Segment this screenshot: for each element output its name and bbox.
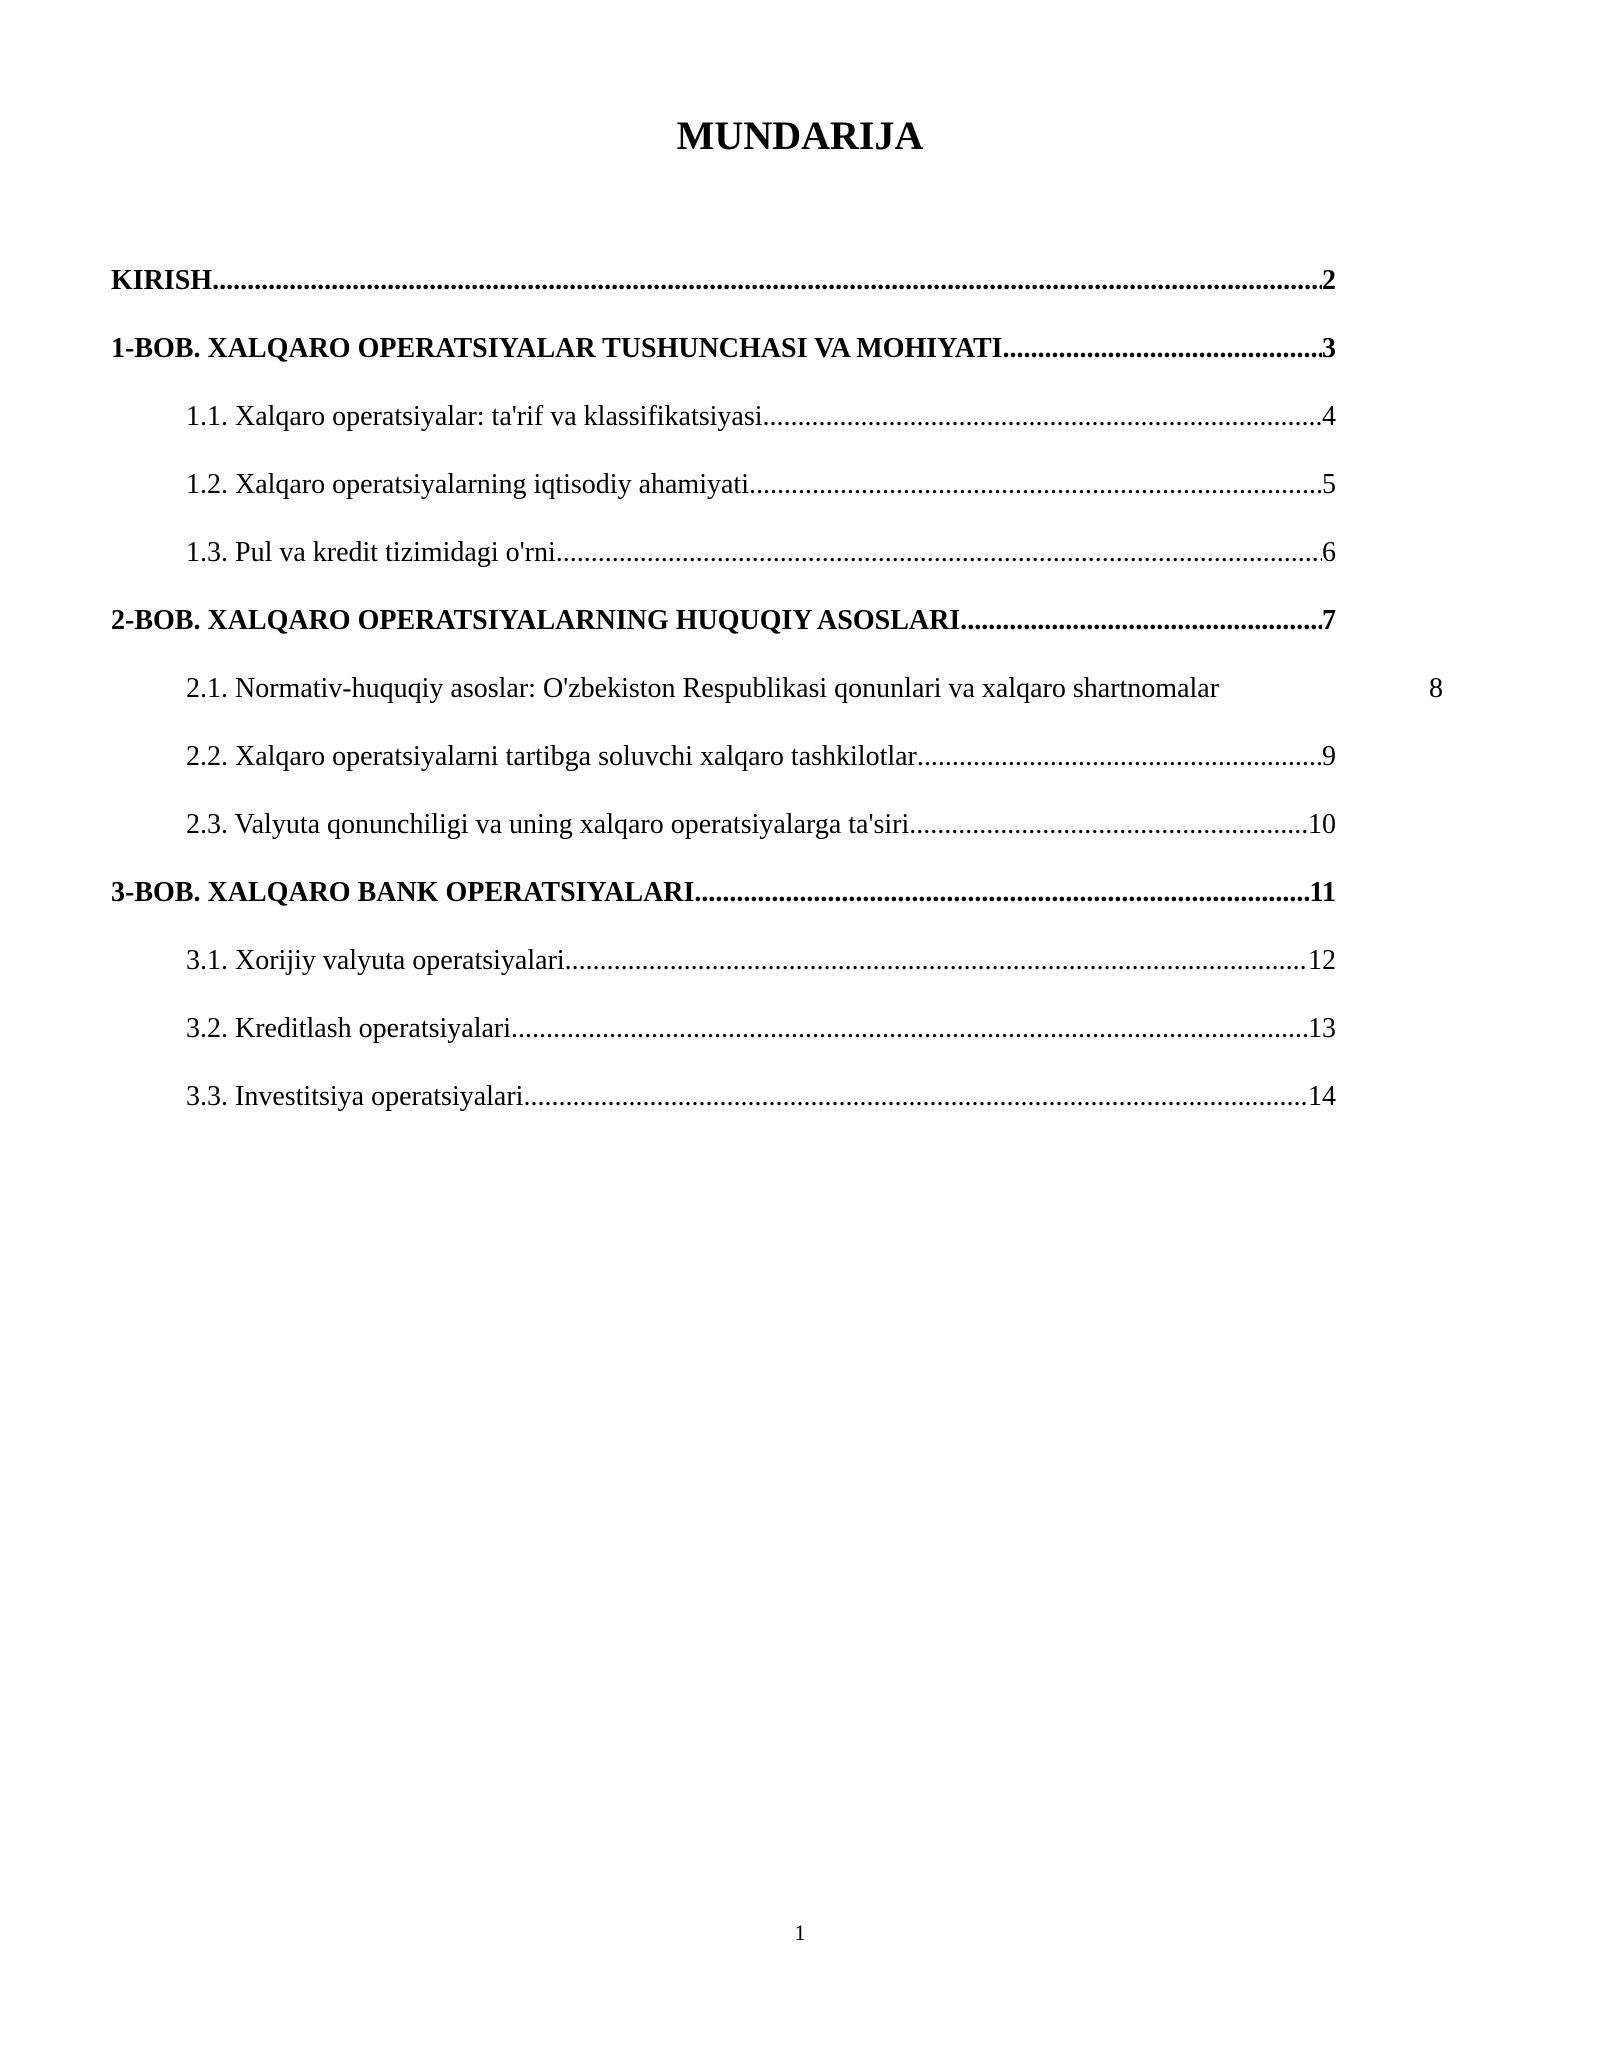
toc-entry-label: 3.3. Investitsiya operatsiyalari [186,1081,524,1112]
toc-entry-chapter-2[interactable] [111,587,1336,655]
toc-entry-page: 14 [1308,1081,1336,1112]
toc-dot-leader [909,805,1308,845]
toc-entry-label: 2-BOB. XALQARO OPERATSIYALARNING HUQUQIY ASOSLARI [111,605,961,636]
toc-entry-page: 2 [1322,265,1336,296]
toc-entry-chapter-3[interactable] [111,859,1336,927]
page-title: MUNDARIJA [676,113,924,158]
toc-dot-leader [749,465,1322,505]
toc-entry-page: 3 [1322,333,1336,364]
toc-entry-section-3-1[interactable] [111,927,1336,995]
toc-entry-section-2-3[interactable] [111,791,1336,859]
toc-entry-page: 6 [1322,537,1336,568]
toc-entry-section-1-1[interactable] [111,383,1336,451]
toc-entry-label: 1.1. Xalqaro operatsiyalar: ta'rif va klassifikatsiyasi [186,401,763,432]
toc-entry-label: 3.1. Xorijiy valyuta operatsiyalari [186,945,565,976]
toc-entry-page: 10 [1308,809,1336,840]
toc-dot-leader [565,941,1308,981]
toc-dot-leader [694,873,1309,913]
toc-entry-label: 1.3. Pul va kredit tizimidagi o'rni [186,537,556,568]
toc-entry-label: 2.1. Normativ-huquqiy asoslar: O'zbekiston Respublikasi qonunlari va xalqaro shartnomalar [186,673,1220,704]
toc-dot-leader [511,1009,1308,1049]
toc-entry-page: 11 [1309,877,1336,908]
toc-entry-page: 4 [1322,401,1336,432]
toc-dot-leader [523,1077,1308,1117]
toc-entry-section-3-3[interactable] [111,1063,1336,1131]
toc-entry-kirish[interactable] [111,247,1336,315]
toc-entry-section-2-1[interactable] [111,655,1443,723]
toc-entry-section-1-2[interactable] [111,451,1336,519]
toc-dot-leader [917,737,1322,777]
toc-entry-label: KIRISH [111,265,213,296]
toc-entry-label: 2.2. Xalqaro operatsiyalarni tartibga soluvchi xalqaro tashkilotlar [186,741,917,772]
toc-entry-label: 3.2. Kreditlash operatsiyalari [186,1013,512,1044]
toc-entry-label: 1.2. Xalqaro operatsiyalarning iqtisodiy ahamiyati [186,469,749,500]
toc-entry-page: 5 [1322,469,1336,500]
toc-entry-page: 7 [1322,605,1336,636]
toc-entry-label: 3-BOB. XALQARO BANK OPERATSIYALARI [111,877,695,908]
toc-entry-page: 9 [1322,741,1336,772]
toc-entry-section-2-2[interactable] [111,723,1336,791]
toc-entry-page: 13 [1308,1013,1336,1044]
toc-dot-leader [763,397,1322,437]
table-of-contents [111,247,1443,1131]
toc-entry-page: 8 [1429,673,1443,704]
toc-dot-leader [1003,329,1322,369]
toc-dot-leader [212,261,1322,301]
toc-dot-leader [960,601,1322,641]
toc-entry-page: 12 [1308,945,1336,976]
toc-entry-label: 1-BOB. XALQARO OPERATSIYALAR TUSHUNCHASI VA MOHIYATI [111,333,1003,364]
toc-entry-section-3-2[interactable] [111,995,1336,1063]
page-number: 1 [794,1920,806,1945]
toc-entry-section-1-3[interactable] [111,519,1336,587]
toc-dot-leader [556,533,1322,573]
toc-entry-chapter-1[interactable] [111,315,1336,383]
toc-entry-label: 2.3. Valyuta qonunchiligi va uning xalqaro operatsiyalarga ta'siri [186,809,910,840]
